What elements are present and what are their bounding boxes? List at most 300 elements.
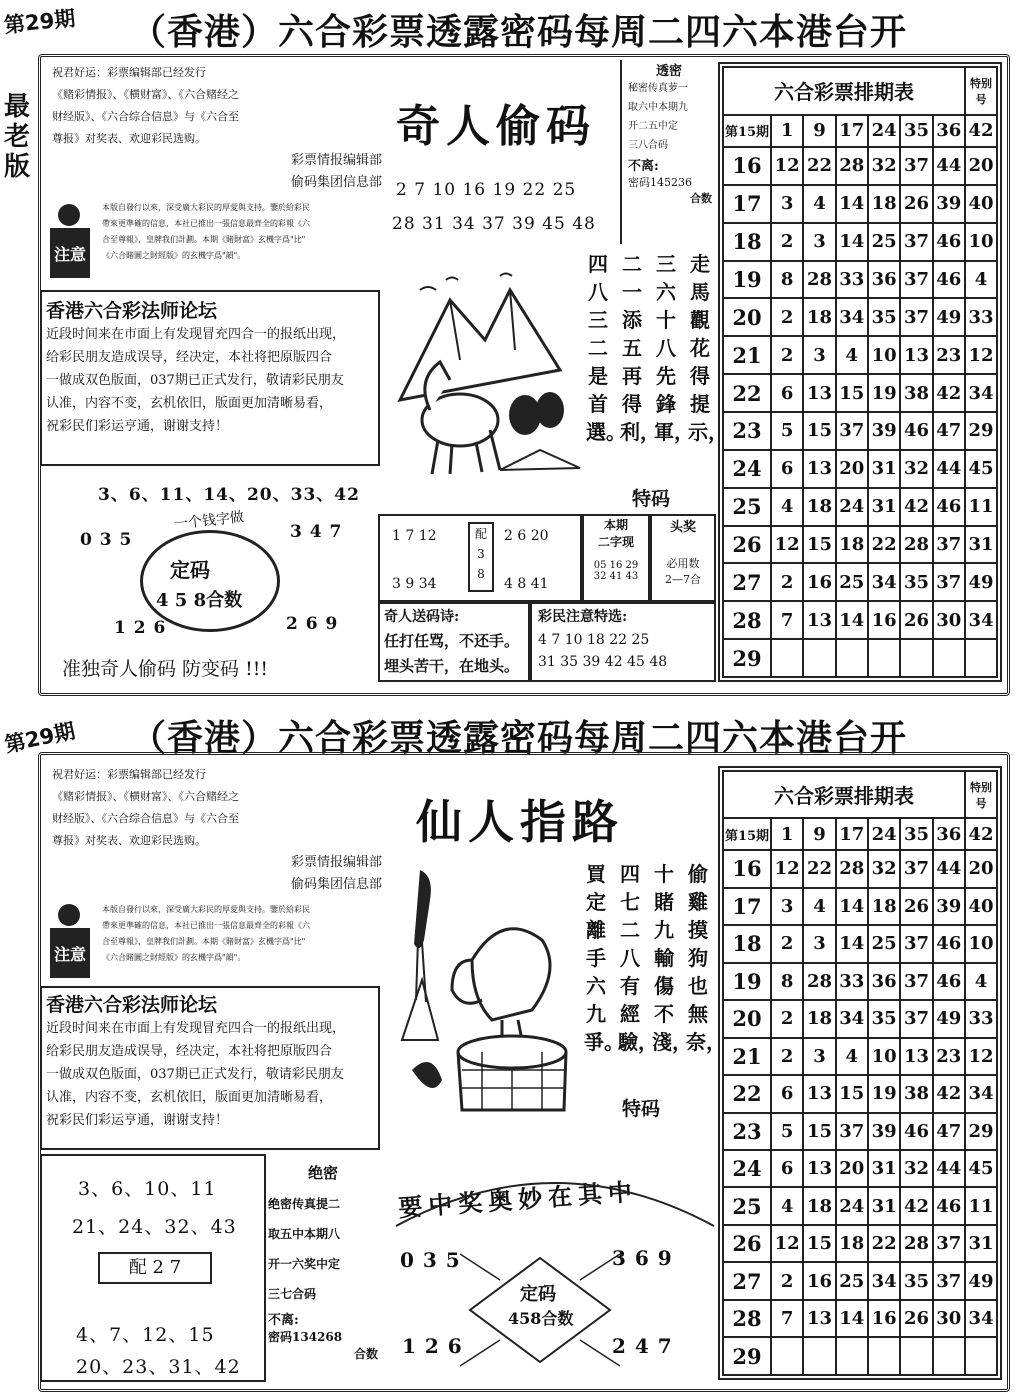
number-cell: 14	[836, 1300, 868, 1337]
number-cell: 17	[836, 115, 868, 147]
period-cell: 20	[723, 1000, 771, 1037]
period-cell: 27	[723, 1262, 771, 1299]
number-cell: 12	[771, 147, 803, 185]
special-cell: 34	[965, 374, 997, 412]
number-cell: 2	[771, 336, 803, 374]
number-cell: 19	[868, 374, 900, 412]
number-cell: 7	[771, 601, 803, 639]
schedule-table-top	[722, 66, 998, 678]
apple-icon	[58, 904, 80, 926]
special-cell: 34	[965, 1300, 997, 1337]
number-cell	[900, 639, 932, 677]
special-cell: 20	[965, 850, 997, 887]
number-cell: 28	[836, 147, 868, 185]
number-cell	[771, 639, 803, 677]
crane-illustration	[392, 860, 582, 1116]
table-row	[723, 147, 997, 185]
number-cell: 44	[933, 450, 965, 488]
number-cell: 35	[868, 1000, 900, 1037]
period-cell: 16	[723, 147, 771, 185]
special-cell: 49	[965, 563, 997, 601]
number-cell: 25	[836, 1262, 868, 1299]
arc-slogan: 要中奖奥妙在其中	[397, 1176, 639, 1223]
title-qiren: 奇人偷码	[396, 101, 596, 152]
number-cell: 3	[803, 336, 835, 374]
verse-col-1-bottom: 偷雞摸狗也無奈，	[686, 862, 726, 1054]
horse-mountain-illustration	[390, 270, 590, 480]
table-row	[723, 1337, 997, 1375]
number-cell: 18	[836, 1225, 868, 1262]
number-cell: 30	[933, 601, 965, 639]
number-cell: 38	[900, 374, 932, 412]
table-row	[723, 115, 997, 147]
toumi-box: 透密 秘密传真萝一 取六中本期九 开二五中定 三八合码 不离: 密码145236 合数	[620, 60, 716, 244]
number-cell: 42	[900, 1187, 932, 1224]
verse-col-3-top: 二一添五再得利，	[620, 252, 660, 444]
table-row	[723, 488, 997, 526]
special-header: 特别号	[965, 771, 997, 818]
number-cell: 12	[771, 850, 803, 887]
number-cell	[803, 639, 835, 677]
table-row	[723, 888, 997, 925]
issue-label-top: 第29期	[3, 6, 77, 38]
special-cell: 4	[965, 963, 997, 1000]
number-cell: 4	[836, 1038, 868, 1075]
number-cell	[836, 639, 868, 677]
number-cell: 25	[836, 563, 868, 601]
number-cell: 32	[868, 850, 900, 887]
number-cell: 28	[803, 261, 835, 299]
period-cell: 27	[723, 563, 771, 601]
number-cell: 2	[771, 298, 803, 336]
number-cell: 35	[868, 298, 900, 336]
number-cell: 28	[900, 526, 932, 564]
table-row	[723, 223, 997, 261]
number-cell: 18	[803, 1000, 835, 1037]
table-row	[723, 336, 997, 374]
number-cell: 24	[868, 115, 900, 147]
special-cell: 34	[965, 601, 997, 639]
special-cell: 29	[965, 412, 997, 450]
number-cell	[868, 639, 900, 677]
table-row	[723, 601, 997, 639]
period-cell: 22	[723, 374, 771, 412]
number-cell: 23	[933, 336, 965, 374]
number-cell: 10	[868, 1038, 900, 1075]
number-cell: 46	[933, 488, 965, 526]
number-cell: 13	[803, 450, 835, 488]
erzi-box: 本期 二字现 05 16 29 32 41 43	[582, 514, 650, 602]
table-row	[723, 639, 997, 677]
period-cell: 26	[723, 1225, 771, 1262]
number-cell	[933, 639, 965, 677]
number-cell: 14	[836, 223, 868, 261]
verse-col-1-top: 走馬觀花得提示，	[688, 252, 728, 444]
special-cell: 42	[965, 115, 997, 147]
period-cell: 17	[723, 185, 771, 223]
number-cell: 4	[803, 185, 835, 223]
table-row	[723, 1225, 997, 1262]
number-cell: 13	[803, 601, 835, 639]
number-cell	[900, 1337, 932, 1375]
schedule-table-bottom	[722, 770, 998, 1376]
verse-col-2-top: 三六十八先鋒軍，	[654, 252, 694, 444]
table-row	[723, 261, 997, 299]
number-cell: 2	[771, 1038, 803, 1075]
number-cell	[771, 1337, 803, 1375]
number-cell: 46	[933, 261, 965, 299]
period-cell: 16	[723, 850, 771, 887]
number-cell: 24	[836, 488, 868, 526]
number-cell: 15	[803, 412, 835, 450]
number-cell: 25	[868, 925, 900, 962]
number-cell: 15	[836, 374, 868, 412]
special-cell: 4	[965, 261, 997, 299]
special-cell	[965, 639, 997, 677]
number-cell: 37	[836, 412, 868, 450]
special-cell: 42	[965, 818, 997, 850]
special-cell: 31	[965, 1225, 997, 1262]
number-cell: 18	[803, 488, 835, 526]
number-cell: 28	[900, 1225, 932, 1262]
special-cell: 49	[965, 1262, 997, 1299]
number-cell: 30	[933, 1300, 965, 1337]
table-row	[723, 925, 997, 962]
number-cell: 13	[803, 1300, 835, 1337]
number-cell: 14	[836, 601, 868, 639]
number-cell: 46	[933, 223, 965, 261]
number-cell: 2	[771, 1000, 803, 1037]
number-cell: 4	[771, 488, 803, 526]
badge-top: 注意	[50, 228, 90, 278]
table-row	[723, 185, 997, 223]
apple-icon	[58, 204, 80, 226]
number-cell	[933, 1337, 965, 1375]
greeting-bottom: 祝君好运：彩票编辑部已经发行 《赌彩情报》、《横财富》、《六合赌经之 财经版》、《六合综合信息》与《六合至 尊报》对奖表、欢迎彩民选购。 彩票情报编辑部 偷码集团信息部	[52, 768, 382, 892]
number-cell: 22	[868, 526, 900, 564]
number-cell: 26	[900, 601, 932, 639]
nums-row1-top: 2 7 10 16 19 22 25	[396, 180, 577, 200]
number-cell: 35	[900, 115, 932, 147]
left-nums-box: 3、6、10、11 21、24、32、43 配 2 7 4、7、12、15 20、23、31、42	[40, 1154, 266, 1382]
period-cell: 25	[723, 1187, 771, 1224]
number-cell: 37	[900, 298, 932, 336]
period-cell: 24	[723, 1150, 771, 1187]
number-cell: 26	[900, 888, 932, 925]
table-row	[723, 1113, 997, 1150]
table-row	[723, 1300, 997, 1337]
special-cell: 40	[965, 185, 997, 223]
table-row	[723, 818, 997, 850]
table-row	[723, 1187, 997, 1224]
number-cell: 42	[933, 1075, 965, 1112]
period-cell: 29	[723, 639, 771, 677]
period-cell: 23	[723, 412, 771, 450]
table-row	[723, 1262, 997, 1299]
number-cell: 6	[771, 1150, 803, 1187]
special-cell: 10	[965, 223, 997, 261]
arc-curve	[390, 1150, 720, 1230]
period-cell: 23	[723, 1113, 771, 1150]
number-cell: 3	[803, 1038, 835, 1075]
number-cell: 20	[836, 1150, 868, 1187]
number-cell: 31	[868, 1150, 900, 1187]
schedule-title: 六合彩票排期表	[723, 67, 965, 115]
period-cell: 19	[723, 963, 771, 1000]
tema-top: 特码	[632, 488, 671, 510]
number-cell: 8	[771, 963, 803, 1000]
juemi-box: 绝密 绝密传真提二 取五中本期八 开一六奖中定 三七合码 不离: 密码134268 合数	[268, 1164, 378, 1361]
number-cell: 36	[868, 963, 900, 1000]
number-cell: 37	[900, 147, 932, 185]
toujiang-box: 头奖 必用数 2—7合	[650, 514, 716, 602]
number-cell: 39	[868, 1113, 900, 1150]
badge-bottom: 注意	[50, 928, 90, 978]
special-cell: 33	[965, 298, 997, 336]
number-cell: 31	[868, 488, 900, 526]
special-cell: 40	[965, 888, 997, 925]
special-header: 特别号	[965, 67, 997, 115]
number-cell: 23	[933, 1038, 965, 1075]
number-cell: 42	[900, 488, 932, 526]
number-cell: 6	[771, 1075, 803, 1112]
number-cell: 1	[771, 115, 803, 147]
number-cell: 24	[836, 1187, 868, 1224]
number-cell: 14	[836, 925, 868, 962]
number-cell: 36	[933, 115, 965, 147]
number-cell: 15	[803, 1225, 835, 1262]
number-cell: 6	[771, 374, 803, 412]
number-cell: 15	[836, 1075, 868, 1112]
number-cell: 44	[933, 1150, 965, 1187]
number-cell: 18	[868, 185, 900, 223]
number-cell: 18	[803, 298, 835, 336]
number-cell: 46	[933, 1187, 965, 1224]
number-cell: 26	[900, 1300, 932, 1337]
period-cell: 29	[723, 1337, 771, 1375]
number-cell: 22	[803, 850, 835, 887]
number-cell: 14	[836, 888, 868, 925]
number-cell: 47	[933, 412, 965, 450]
period-cell: 22	[723, 1075, 771, 1112]
number-cell: 2	[771, 563, 803, 601]
period-cell: 18	[723, 925, 771, 962]
number-cell: 33	[836, 963, 868, 1000]
period-cell: 28	[723, 1300, 771, 1337]
number-cell: 13	[803, 1150, 835, 1187]
greeting-top: 祝君好运：彩票编辑部已经发行 《赌彩情报》、《横财富》、《六合赌经之 财经版》、《六合综合信息》与《六合至 尊报》对奖表、欢迎彩民选购。 彩票情报编辑部 偷码集团信息部	[52, 66, 382, 190]
number-cell: 18	[836, 526, 868, 564]
number-cell: 3	[771, 185, 803, 223]
number-cell: 34	[836, 1000, 868, 1037]
number-cell: 15	[803, 526, 835, 564]
period-cell: 21	[723, 1038, 771, 1075]
caimin-box: 彩民注意特选: 4 7 10 18 22 25 31 35 39 42 45 48	[530, 602, 716, 682]
number-cell: 32	[868, 147, 900, 185]
number-cell: 9	[803, 818, 835, 850]
number-cell: 16	[868, 601, 900, 639]
period-cell: 20	[723, 298, 771, 336]
number-cell: 31	[868, 450, 900, 488]
number-cell: 34	[836, 298, 868, 336]
table-row	[723, 850, 997, 887]
number-cell: 37	[900, 850, 932, 887]
number-cell: 13	[900, 336, 932, 374]
table-row	[723, 298, 997, 336]
table-row	[723, 526, 997, 564]
number-cell: 46	[933, 925, 965, 962]
number-cell: 22	[803, 147, 835, 185]
number-cell: 8	[771, 261, 803, 299]
ding-ellipse-top	[140, 530, 280, 632]
side-label: 最 老 版	[4, 92, 31, 182]
period-cell: 28	[723, 601, 771, 639]
number-cell: 37	[933, 526, 965, 564]
number-cell: 37	[933, 563, 965, 601]
number-cell: 16	[868, 1300, 900, 1337]
number-cell: 19	[868, 1075, 900, 1112]
number-cell: 4	[803, 888, 835, 925]
number-cell: 4	[836, 336, 868, 374]
period-cell: 19	[723, 261, 771, 299]
verse-col-3-bottom: 四七二八有經驗，	[618, 862, 658, 1054]
number-cell: 1	[771, 818, 803, 850]
verse-col-4-top: 四八三二是首選。	[586, 252, 626, 444]
issue-label-bottom: 第29期	[2, 718, 78, 758]
number-cell: 37	[900, 223, 932, 261]
number-cell: 2	[771, 925, 803, 962]
number-cell: 3	[771, 888, 803, 925]
number-cell: 24	[868, 818, 900, 850]
verse-col-4-bottom: 買定離手六九爭。	[584, 862, 624, 1054]
schedule-title: 六合彩票排期表	[723, 771, 965, 818]
forum-box-bottom: 香港六合彩法师论坛 近段时间来在市面上有发现冒充四合一的报纸出现， 给彩民朋友造成误导，经决定，本社将把原版四合 一做成双色版面，037期已正式发行，敬请彩民朋友 认准，内容不变，玄机依旧，版面更加清晰易看， 祝彩民们彩运亨通，谢谢支持！	[40, 986, 380, 1150]
number-cell: 12	[771, 526, 803, 564]
tema-bottom: 特码	[622, 1098, 661, 1120]
number-cell: 16	[803, 1262, 835, 1299]
number-cell: 36	[868, 261, 900, 299]
number-cell: 37	[900, 963, 932, 1000]
number-cell: 37	[836, 1113, 868, 1150]
special-cell: 12	[965, 1038, 997, 1075]
number-cell: 13	[803, 1075, 835, 1112]
number-cell: 28	[836, 850, 868, 887]
special-cell: 12	[965, 336, 997, 374]
headline-top: （香港）六合彩票透露密码每周二四六本港台开	[130, 11, 908, 53]
number-cell: 25	[868, 223, 900, 261]
number-cell: 10	[868, 336, 900, 374]
special-cell: 11	[965, 1187, 997, 1224]
number-cell: 47	[933, 1113, 965, 1150]
special-cell: 31	[965, 526, 997, 564]
number-cell: 34	[868, 563, 900, 601]
number-cell: 46	[933, 963, 965, 1000]
number-cell: 34	[868, 1262, 900, 1299]
number-cell	[803, 1337, 835, 1375]
nums-row2-top: 28 31 34 37 39 45 48	[392, 214, 596, 234]
notice-box-top: 注意 本版自發行以來，深受廣大彩民的厚愛與支持。鑒於給彩民 帶來更準確的信息，本社已推出一張信息最齊全的彩報《六 合至尊報》，皇牌我们計劃。本期《賭財富》玄機字爲"比" 《六合賭圖之財經版》的玄機字爲"韻"。	[44, 198, 380, 286]
forum-box-top: 香港六合彩法师论坛 近段时间来在市面上有发现冒充四合一的报纸出现， 给彩民朋友造成误导，经决定，本社将把原版四合 一做成双色版面，037期已正式发行，敬请彩民朋友 认准，内容不变，玄机依旧，版面更加清晰易看， 祝彩民们彩运亨通，谢谢支持！	[40, 290, 380, 466]
number-cell: 31	[868, 1187, 900, 1224]
number-cell: 2	[771, 1262, 803, 1299]
special-cell	[965, 1337, 997, 1375]
period-cell: 第15期	[723, 115, 771, 147]
number-cell: 38	[900, 1075, 932, 1112]
number-cell: 42	[933, 374, 965, 412]
special-cell: 45	[965, 1150, 997, 1187]
number-cell: 5	[771, 412, 803, 450]
period-cell: 17	[723, 888, 771, 925]
verse-col-2-bottom: 十賭九輸傷不淺，	[652, 862, 692, 1054]
period-cell: 24	[723, 450, 771, 488]
table-row	[723, 1150, 997, 1187]
number-cell: 39	[933, 888, 965, 925]
table-row	[723, 1075, 997, 1112]
table-row	[723, 563, 997, 601]
special-cell: 45	[965, 450, 997, 488]
number-cell: 17	[836, 818, 868, 850]
number-cell: 39	[933, 185, 965, 223]
number-cell: 37	[933, 1262, 965, 1299]
number-cell: 49	[933, 1000, 965, 1037]
number-cell: 44	[933, 147, 965, 185]
table-row	[723, 412, 997, 450]
number-cell: 46	[900, 412, 932, 450]
number-cell: 9	[803, 115, 835, 147]
number-cell: 16	[803, 563, 835, 601]
number-cell: 39	[868, 412, 900, 450]
table-row	[723, 374, 997, 412]
number-cell: 49	[933, 298, 965, 336]
special-cell: 33	[965, 1000, 997, 1037]
number-cell	[836, 1337, 868, 1375]
number-cell: 3	[803, 925, 835, 962]
number-cell: 7	[771, 1300, 803, 1337]
number-cell: 12	[771, 1225, 803, 1262]
special-cell: 29	[965, 1113, 997, 1150]
number-cell: 36	[933, 818, 965, 850]
number-cell: 32	[900, 1150, 932, 1187]
number-cell: 3	[803, 223, 835, 261]
number-cell: 13	[803, 374, 835, 412]
number-cell: 15	[803, 1113, 835, 1150]
number-cell	[868, 1337, 900, 1375]
table-row	[723, 963, 997, 1000]
number-cell: 14	[836, 185, 868, 223]
number-cell: 33	[836, 261, 868, 299]
period-cell: 21	[723, 336, 771, 374]
number-cell: 18	[868, 888, 900, 925]
poem-box: 奇人送码诗: 任打任骂，不还手。 埋头苦干，在地头。	[378, 602, 530, 682]
notice-box-bottom: 注意 本版自發行以來，深受廣大彩民的厚愛與支持。鑒於給彩民 帶來更準確的信息，本社已推出一張信息最齊全的彩報《六 合至尊報》，皇牌我们計劃。本期《賭財富》玄機字爲"比" 《六合賭圖之財經版》的玄機字爲"韻"。	[44, 900, 380, 984]
number-cell: 5	[771, 1113, 803, 1150]
number-cell: 37	[900, 261, 932, 299]
special-cell: 11	[965, 488, 997, 526]
number-cell: 37	[933, 1225, 965, 1262]
headline-bottom: （香港）六合彩票透露密码每周二四六本港台开	[130, 717, 908, 759]
number-cell: 4	[771, 1187, 803, 1224]
number-cell: 35	[900, 818, 932, 850]
special-cell: 10	[965, 925, 997, 962]
number-cell: 46	[900, 1113, 932, 1150]
number-cell: 22	[868, 1225, 900, 1262]
special-cell: 34	[965, 1075, 997, 1112]
period-cell: 18	[723, 223, 771, 261]
number-cell: 13	[900, 1038, 932, 1075]
number-cell: 20	[836, 450, 868, 488]
number-cell: 28	[803, 963, 835, 1000]
title-xianren: 仙人指路	[416, 795, 624, 849]
